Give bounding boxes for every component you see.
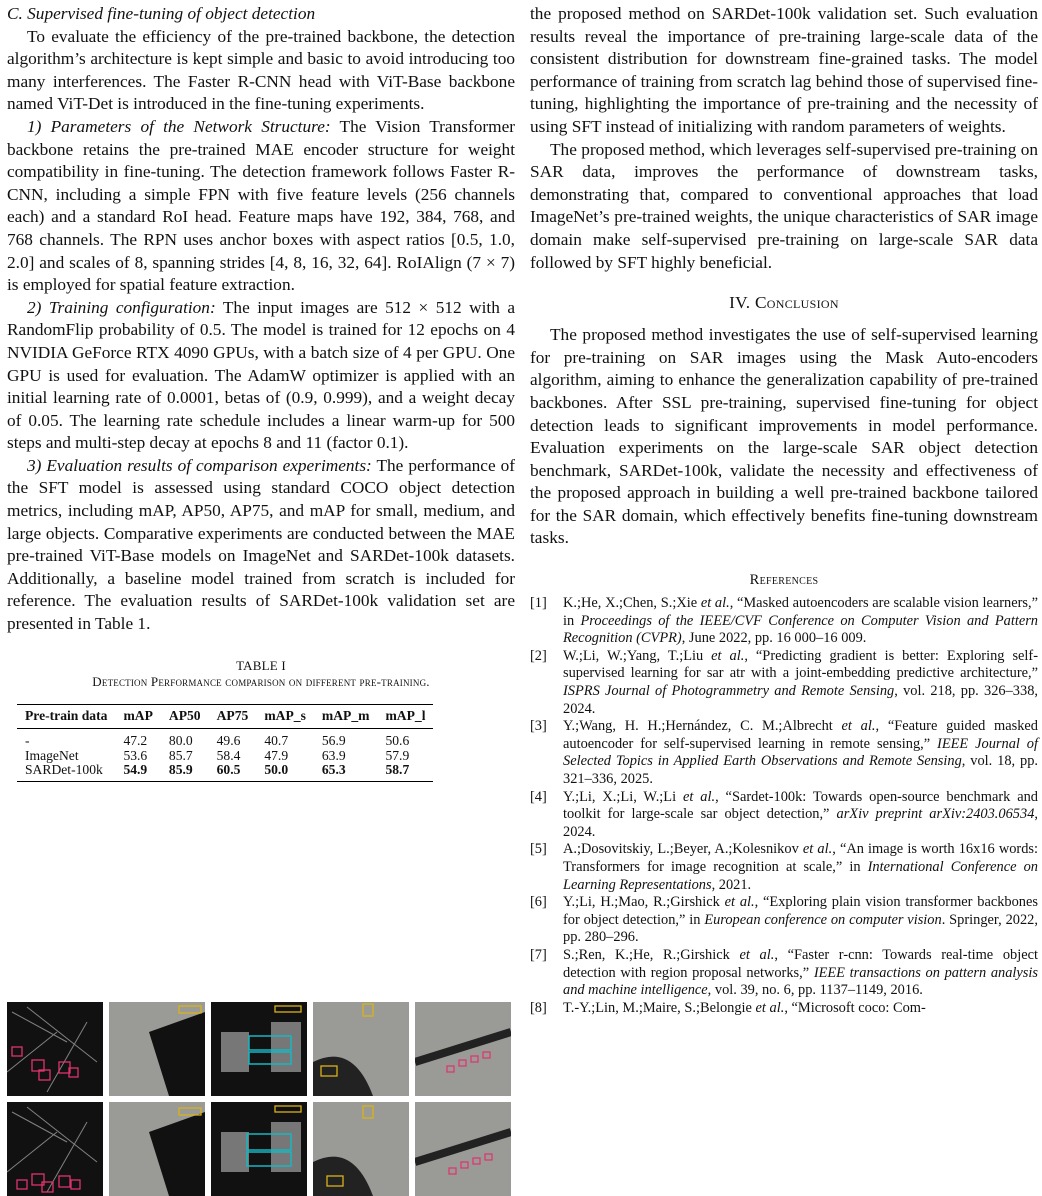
conclusion-number: IV. [729,293,755,313]
reference-segment: , “Feature guided masked autoencoder for self-supervised learning in remote sensing,” [563,718,1038,752]
reference-item [530,947,1038,1000]
reference-italic: et al. [739,946,775,963]
sar-image-tile [7,1002,103,1096]
reference-text [563,841,1038,894]
discussion-paragraph: the proposed method on SARDet-100k validation set. Such evaluation results reveal the importance of pre-training large-scale data of the consistent distribution for downstream fine-grained tasks. The model performance of training from scratch lag behind those of supervised fine-tuning, highlighting the importance of pre-training and the necessity of using SFT instead of initializing with random parameters of weights. [530,4,1038,136]
reference-segment: , “Masked autoencoders are scalable vision learners,” in [563,595,1038,629]
sar-image-tile [109,1002,205,1096]
col-header: mAP_m [321,707,370,723]
col-header: mAP_s [264,707,306,723]
network-structure-heading: 1) Parameters of the Network Structure: [27,116,331,136]
reference-segment: , “Sardet-100k: Towards open-source benchmark and toolkit for large-scale sar object detection,” [563,788,1038,823]
reference-segment: , 2021. [711,876,752,893]
reference-segment: , “Microsoft coco: Com- [784,999,926,1016]
training-config-heading: 2) Training configuration: [27,297,216,317]
table-row [17,729,433,749]
col-header: mAP [123,707,153,723]
table-caption: Detection Performance comparison on different pre-training. [92,673,430,689]
sar-image-tile [7,1102,103,1196]
reference-number: [4] [530,788,547,805]
reference-text [563,947,1038,1000]
table-cell: 58.7 [385,762,410,778]
reference-number: [6] [530,894,547,911]
reference-italic: et al. [682,788,716,805]
reference-text [563,1000,1038,1018]
sar-image-tile [313,1102,409,1196]
table-cell: 63.9 [321,747,346,763]
reference-segment: , vol. 218, pp. 326–338, 2024. [563,683,1038,717]
sar-image-tile [313,1002,409,1096]
table-cell: 53.6 [123,747,148,763]
references-heading [530,572,1038,589]
table-cell: 40.7 [264,733,289,749]
reference-item [530,841,1038,894]
network-structure-paragraph [7,116,515,297]
table-row [17,763,433,781]
reference-text [563,789,1038,842]
table-cell: SARDet-100k [25,762,103,778]
reference-segment: Y.;Li, H.;Mao, R.;Girshick [563,894,725,911]
intro-paragraph: To evaluate the efficiency of the pre-trained backbone, the detection algorithm’s architecture is kept simple and basic to avoid introducing too many interferences. The Faster R-CNN head with ViT-Base backbone named ViT-Det is introduced in the fine-tuning experiments. [7,26,515,114]
table-cell: 60.5 [216,762,241,778]
left-column [7,0,515,782]
reference-segment: , 2024. [563,806,1038,840]
reference-text [563,894,1038,947]
table-cell: 85.9 [168,762,193,778]
reference-italic: et al. [711,647,745,664]
table-cell: - [25,733,30,749]
reference-italic: Proceedings of the IEEE/CVF Conference on Computer Vision and Pattern Recognition (CVPR) [563,612,1039,647]
reference-segment: , June 2022, pp. 16 000–16 009. [681,630,867,647]
reference-number: [5] [530,841,547,858]
table-cell: 57.9 [385,747,410,763]
table-cell: 54.9 [123,762,148,778]
reference-segment: S.;Ren, K.;He, R.;Girshick [563,946,740,963]
table-caption-block [7,658,515,690]
reference-item [530,718,1038,788]
sar-image-tile [415,1102,511,1196]
reference-text [563,595,1038,648]
evaluation-body: The performance of the SFT model is assessed using standard COCO object detection metrics, including mAP, AP50, AP75, and mAP for small, medium, and large objects. Comparative experiments are conducted between the MAE pre-trained ViT-Base models on ImageNet and SARDet-100k datasets. Additionally, a baseline model trained from scratch is included for reference. The evaluation results of SARDet-100k validation set are presented in Table 1. [7,455,515,634]
reference-number: [7] [530,946,547,963]
table-cell: 58.4 [216,747,241,763]
reference-segment: , “Faster r-cnn: Towards real-time object detection with region proposal networks,” [563,946,1038,981]
reference-segment: , “Predicting gradient is better: Exploring self-supervised learning for sar atr with a joint-embedding predictive architecture,” [563,647,1039,682]
table-cell: 56.9 [321,733,346,749]
table-cell: 85.7 [168,747,193,763]
evaluation-paragraph [7,455,515,636]
reference-segment: A.;Dosovitskiy, L.;Beyer, A.;Kolesnikov [563,841,803,858]
reference-list [530,595,1038,1017]
reference-italic: et al. [841,718,876,735]
table-cell: 49.6 [216,733,241,749]
reference-item [530,1000,1038,1018]
reference-italic: et al. [724,894,755,911]
reference-italic: European conference on computer vision [704,911,942,928]
reference-segment: , “An image is worth 16x16 words: Transformers for image recognition at scale,” in [563,841,1039,875]
table-cell: 65.3 [321,762,346,778]
reference-italic: arXiv preprint arXiv:2403.06534 [836,806,1035,823]
col-header: mAP_l [385,707,426,723]
network-structure-body: The Vision Transformer backbone retains the pre-trained MAE encoder structure for weight compatibility in fine-tuning. The detection framework follows Faster R-CNN, including a simple FPN with five feature levels (256 channels each) and a standard RoI head. Feature maps have 192, 384, 768, and 768 channels. The RPN uses anchor boxes with aspect ratios [0.5, 1.0, 2.0] and scales of 8, spanning strides [4, 8, 16, 32, 64]. RoIAlign (7 × 7) is employed for spatial feature extraction. [7,116,515,295]
reference-segment: , vol. 18, pp. 321–336, 2025. [563,753,1038,787]
sar-image-tile [211,1102,307,1196]
summary-paragraph: The proposed method, which leverages self-supervised pre-training on SAR data, improves the performance of downstream tasks, demonstrating that, compared to conventional approaches that load ImageNet’s pre-trained weights, the unique characteristics of SAR image domain make self-supervised pre-training on large-scale SAR data followed by SFT highly beneficial. [530,139,1038,272]
reference-segment: W.;Li, W.;Yang, T.;Liu [563,647,712,664]
sar-image-tile [109,1102,205,1196]
subsection-title: C. Supervised fine-tuning of object detection [7,4,316,23]
table-cell: 47.2 [123,733,148,749]
reference-segment: Y.;Li, X.;Li, W.;Li [563,788,683,805]
reference-item [530,595,1038,648]
col-header: Pre-train data [25,707,108,723]
col-header: AP50 [168,707,201,723]
reference-italic: IEEE transactions on pattern analysis and machine intelligence [563,964,1038,999]
conclusion-title: Conclusion [754,293,839,313]
reference-segment: , vol. 39, no. 6, pp. 1137–1149, 2016. [707,982,923,999]
reference-italic: et al. [700,595,730,612]
table-cell: 50.6 [385,733,410,749]
reference-item [530,894,1038,947]
col-header: AP75 [216,707,249,723]
evaluation-heading: 3) Evaluation results of comparison experiments: [27,455,372,475]
table-cell: 47.9 [264,747,289,763]
reference-segment: , “Exploring plain vision transformer backbones for object detection,” in [563,894,1038,928]
reference-segment: Y.;Wang, H. H.;Hernández, C. M.;Albrecht [563,718,842,735]
reference-italic: ISPRS Journal of Photogrammetry and Remote Sensing [563,683,895,700]
sar-image-tile [211,1002,307,1096]
training-config-paragraph [7,297,515,455]
conclusion-heading [530,292,1038,314]
reference-text [563,718,1038,788]
references-title: References [749,572,819,589]
conclusion-paragraph: The proposed method investigates the use of self-supervised learning for pre-training on SAR images using the Mask Auto-encoders algorithm, aiming to enhance the generalization capability of pre-trained backbones. After SSL pre-training, supervised fine-tuning for object detection leads to significant improvements in model performance. Evaluation experiments on the large-scale SAR object detection benchmark, SARDet-100k, validate the necessity and effectiveness of the proposed approach in building a well pre-trained backbone tailored for the SAR domain, which effectively benefits fine-tuning downstream tasks. [530,325,1038,548]
reference-item [530,789,1038,842]
table-header-row [17,704,433,729]
reference-italic: International Conference on Learning Representations [563,858,1039,893]
reference-italic: et al. [802,841,833,858]
reference-item [530,648,1038,718]
reference-italic: et al. [755,999,785,1016]
reference-italic: IEEE Journal of Selected Topics in Applied Earth Observations and Remote Sensing [563,735,1038,770]
reference-text [563,648,1038,718]
reference-number: [2] [530,647,547,664]
reference-number: [3] [530,718,547,735]
training-config-body: The input images are 512 × 512 with a RandomFlip probability of 0.5. The model is trained for 12 epochs on 4 NVIDIA GeForce RTX 4090 GPUs, with a batch size of 4 per GPU. One GPU is used for evaluation. The AdamW optimizer is applied with an initial learning rate of 0.0001, betas of (0.9, 0.999), and a weight decay of 0.05. The learning rate schedule includes a linear warm-up for 500 steps and multi-step decay at epochs 8 and 11 (factor 0.1). [7,297,515,453]
results-table [17,704,433,782]
table-cell: 80.0 [168,733,193,749]
reference-number: [1] [530,595,547,612]
reference-segment: . Springer, 2022, pp. 280–296. [563,911,1038,946]
table-cell: 50.0 [264,762,289,778]
reference-segment: T.-Y.;Lin, M.;Maire, S.;Belongie [563,999,756,1016]
table-label: TABLE I [236,657,286,673]
table-cell: ImageNet [25,747,79,763]
detection-figure [7,1002,515,1196]
sar-image-tile [415,1002,511,1096]
right-column [530,0,1038,1017]
reference-number: [8] [530,999,547,1016]
reference-segment: K.;He, X.;Chen, S.;Xie [563,595,701,612]
table-row [17,749,433,764]
